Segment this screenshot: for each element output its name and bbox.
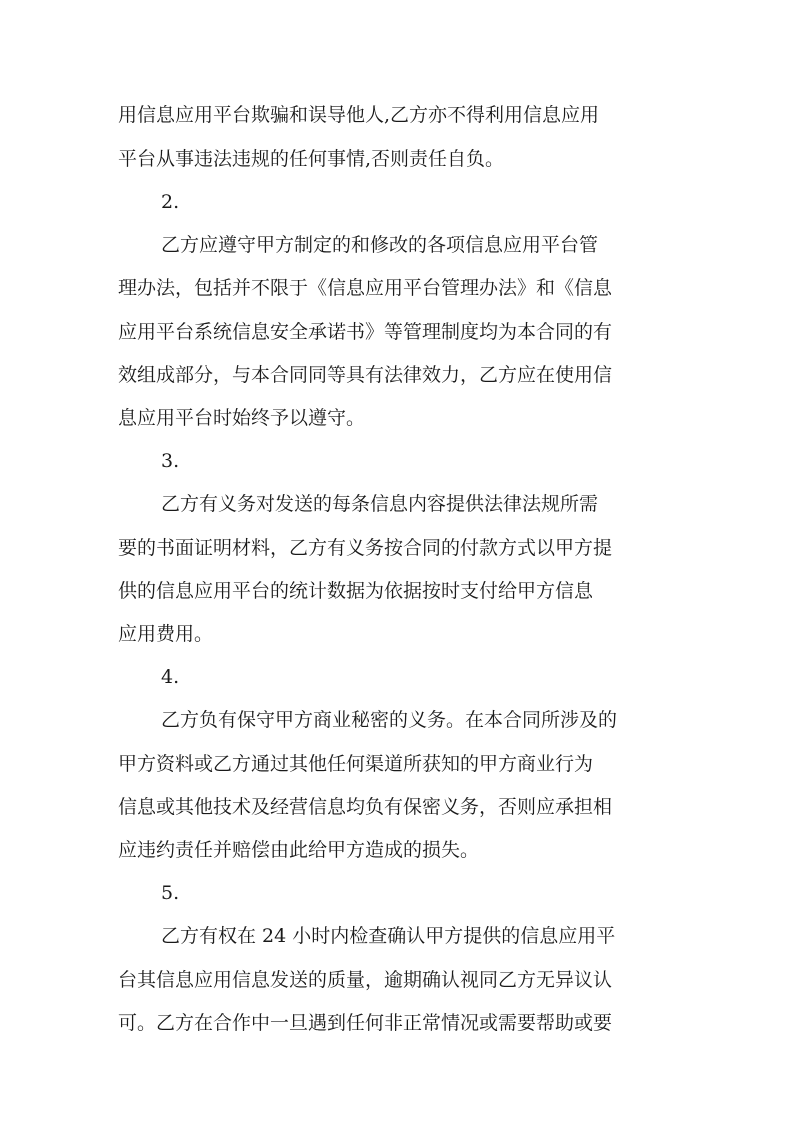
text-line: 可。乙方在合作中一旦遇到任何非正常情况或需要帮助或要 <box>118 1012 613 1034</box>
text-line: 乙方应遵守甲方制定的和修改的各项信息应用平台管 <box>161 234 599 256</box>
text-line: 效组成部分，与本合同同等具有法律效力，乙方应在使用信 <box>118 364 613 386</box>
text-line: 供的信息应用平台的统计数据为依据按时支付给甲方信息 <box>118 580 594 602</box>
text-line: 台其信息应用信息发送的质量，逾期确认视同乙方无异议认 <box>118 969 613 991</box>
section-number: 2. <box>161 191 180 213</box>
text-line: 应用平台系统信息安全承诺书》等管理制度均为本合同的有 <box>118 321 613 343</box>
section-number: 4. <box>161 666 180 688</box>
text-line: 应用费用。 <box>118 623 214 645</box>
text-line: 用信息应用平台欺骗和误导他人,乙方亦不得利用信息应用 <box>118 104 600 126</box>
text-line: 平台从事违法违规的任何事情,否则责任自负。 <box>118 148 505 170</box>
text-line: 甲方资料或乙方通过其他任何渠道所获知的甲方商业行为 <box>118 753 594 775</box>
text-line: 乙方有义务对发送的每条信息内容提供法律法规所需 <box>161 493 599 515</box>
text-line: 乙方负有保守甲方商业秘密的义务。在本合同所涉及的 <box>161 709 618 731</box>
text-line: 信息或其他技术及经营信息均负有保密义务，否则应承担相 <box>118 796 613 818</box>
section-number: 5. <box>161 882 180 904</box>
text-line: 乙方有权在 24 小时内检查确认甲方提供的信息应用平 <box>161 925 616 947</box>
text-line: 理办法，包括并不限于《信息应用平台管理办法》和《信息 <box>118 277 613 299</box>
text-line: 息应用平台时始终予以遵守。 <box>118 407 366 429</box>
text-line: 要的书面证明材料，乙方有义务按合同的付款方式以甲方提 <box>118 537 613 559</box>
text-line: 应违约责任并赔偿由此给甲方造成的损失。 <box>118 839 480 861</box>
section-number: 3. <box>161 450 180 472</box>
